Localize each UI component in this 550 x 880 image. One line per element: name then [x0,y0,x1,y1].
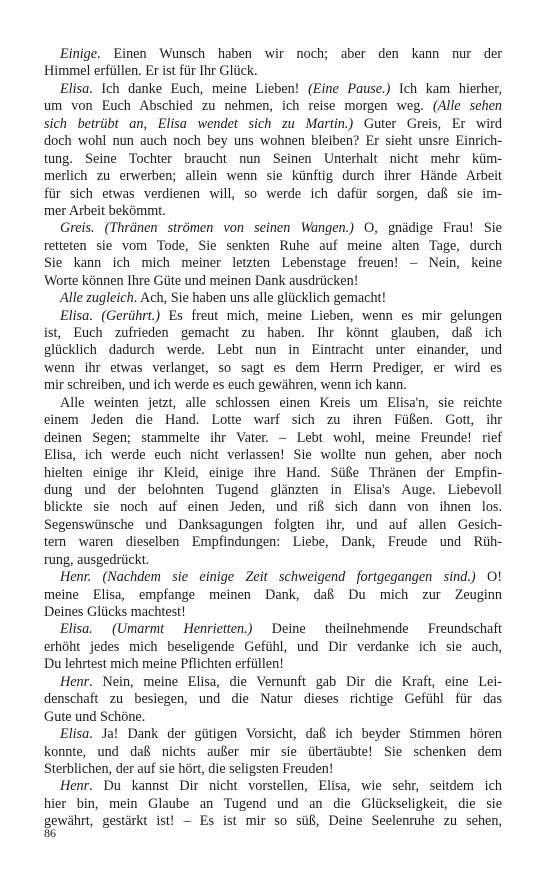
text-segment: meine Elisa, empfange meinen Dank, daß Du mich zur Zeuginn [44,586,502,603]
text-line [44,186,502,203]
text-line [44,465,502,482]
text-line [44,447,502,464]
italic-segment: (Gerührt.) [101,307,161,324]
italic-segment: (Eine Pause.) [308,80,391,97]
book-page-text [44,46,502,831]
text-line [44,517,502,534]
page-number: 86 [44,826,56,840]
text-segment: einem Jeden die Hand. Lotte warf sich zu ihren Füßen. Gott, ihr [44,412,502,429]
text-segment: Sie kann ich mich meiner letzten Lebenstage freuen! – Nein, keine [44,255,502,272]
italic-segment: Elisa [60,307,90,324]
text-segment: konnte, und daß nichts außer mir sie übertäubte! Sie schenken dem [44,743,502,760]
text-line [44,325,502,342]
text-segment: merlich zu erwerben; allein wenn sie künftig durch ihrer Hände Arbeit [44,168,502,185]
italic-segment: Alle zugleich [60,290,134,307]
italic-segment: Elisa. (Umarmt Henrietten.) [60,621,253,638]
text-line [44,499,502,516]
italic-segment: Elisa [60,726,90,743]
text-segment: für sich etwas verdienen will, so werde ich dafür sorgen, daß sie im- [44,185,502,202]
text-segment: O! [475,569,502,586]
text-segment: . Ach, Sie haben uns alle glücklich gemacht! [133,290,387,307]
text-segment: erhöht jedes mich beseligende Gefühl, und Dir verdanke ich sie auch, [44,638,502,655]
text-segment: . Du kannst Dir nicht vorstellen, Elisa, wie sehr, seitdem ich [89,778,502,795]
text-line [44,412,502,429]
text-segment: hielten einige ihr Kleid, einige ihre Hand. Süße Thränen der Empfin- [44,464,502,481]
text-segment: glücklich dadurch werde. Lebt nun in Eintracht unter einander, und [44,342,502,359]
text-line [44,639,502,656]
text-line [44,168,502,185]
text-segment: doch wohl nun auch noch bey uns wohnen bleiben? Er sieht unsre Einrich- [44,133,502,150]
text-segment: dung und der belohnten Tugend glänzten in Elisa's Auge. Liebevoll [44,481,502,498]
text-segment: gewährt, gestärkt ist! – Es ist mir so süß, Deine Seelenruhe zu sehen, [44,813,502,830]
text-line [44,360,502,377]
text-line [44,796,502,813]
italic-segment: Henr [60,778,90,795]
text-segment: retteten sie vom Tode, Sie senkten Ruhe auf meine alten Tage, durch [44,237,502,254]
text-line [44,203,502,220]
text-line [44,377,502,394]
text-line [44,709,502,726]
text-line [44,587,502,604]
text-line [44,151,502,168]
text-segment: . Nein, meine Elisa, die Vernunft gab Dir die Kraft, eine Lei- [89,673,502,690]
text-line [44,81,502,98]
text-segment: Elisa, ich werde euch nicht verlassen! Sie wollte nun gehen, aber noch [44,447,502,464]
text-line [44,534,502,551]
text-segment: tern waren dieselben Empfindungen: Liebe, Dank, Freude und Rüh- [44,534,502,551]
text-line [44,761,502,778]
text-segment: deinen Segen; stammelte ihr Vater. – Lebt wohl, meine Freunde! rief [44,429,502,446]
text-line [44,308,502,325]
text-line [44,290,502,307]
text-segment: Du lehrtest mich meine Pflichten erfüllen! [44,656,284,673]
text-line [44,430,502,447]
text-line [44,273,502,290]
italic-segment: (Alle sehen [432,98,502,115]
text-segment: Deines Glücks machtest! [44,604,186,620]
text-line [44,46,502,63]
text-segment: tung. Seine Tochter braucht nun Seinen Unterhalt nicht mehr küm- [44,150,502,167]
text-segment: blickte sie noch auf einen Jeden, und riß sich dann von ihnen los. [44,499,502,516]
text-segment: mer Arbeit bekömmt. [44,202,166,219]
text-line [44,691,502,708]
text-line [44,744,502,761]
text-line [44,116,502,133]
text-segment: Sterblichen, der auf sie hört, die seligsten Freuden! [44,760,334,777]
text-segment: . [89,307,102,324]
italic-segment: Henr. (Nachdem sie einige Zeit schweigend fortgegangen sind.) [60,569,476,586]
italic-segment: Einige [60,46,98,62]
text-segment: Es freut mich, meine Lieben, wenn es mir gelungen [160,307,503,324]
italic-segment: Henr [60,673,90,690]
text-segment: wenn ihr etwas verlanget, so sagt es dem Herrn Prediger, er wird es [44,359,502,376]
text-segment: denschaft zu besiegen, und die Natur dieses richtige Gefühl für das [44,691,502,708]
text-line [44,238,502,255]
text-line [44,395,502,412]
text-segment: Himmel erfüllen. Er ist für Ihr Glück. [44,63,258,80]
italic-segment: Elisa [60,80,90,97]
text-segment: um von Euch Abschied zu nehmen, ich reise morgen weg. [44,98,433,115]
text-segment: Guter Greis, Er wird [353,115,502,132]
text-segment: Deine theilnehmende Freundschaft [252,621,502,638]
text-segment: . Ich danke Euch, meine Lieben! [89,80,309,97]
text-segment: Alle weinten jetzt, alle schlossen einen Kreis um Elisa'n, sie reichte [60,394,502,411]
text-segment: Worte können Ihre Güte und meinen Dank ausdrücken! [44,272,359,289]
text-segment: . Ja! Dank der gütigen Vorsicht, daß ich beyder Stimmen hören [89,726,502,743]
text-segment: Ich kam hierher, [390,80,502,97]
text-line [44,342,502,359]
text-line [44,674,502,691]
text-line [44,726,502,743]
text-segment: hier bin, mein Glaube an Tugend und an die Glückseligkeit, die sie [44,795,502,812]
text-segment: mir schreiben, und ich werde es euch gewähren, wenn ich kann. [44,377,407,394]
italic-segment: Greis. (Thränen strömen von seinen Wangen.) [60,220,354,237]
text-line [44,63,502,80]
text-segment: ist, Euch zufrieden gemacht zu haben. Ihr könnt glauben, daß ich [44,325,502,341]
text-segment: O, gnädige Frau! Sie [353,220,502,237]
text-segment: Segenswünsche und Danksagungen folgten ihr, und auf allen Gesich- [44,516,502,533]
text-line [44,604,502,621]
text-line [44,482,502,499]
text-segment: . Einen Wunsch haben wir noch; aber den kann nur der [97,46,502,62]
text-line [44,255,502,272]
text-line [44,621,502,638]
text-line [44,98,502,115]
text-line [44,220,502,237]
text-line [44,813,502,830]
text-line [44,778,502,795]
text-line [44,133,502,150]
text-line [44,656,502,673]
text-line [44,569,502,586]
text-segment: Gute und Schöne. [44,708,146,725]
italic-segment: sich betrübt an, Elisa wendet sich zu Martin.) [44,115,354,132]
text-segment: rung, ausgedrückt. [44,551,150,568]
text-line [44,552,502,569]
